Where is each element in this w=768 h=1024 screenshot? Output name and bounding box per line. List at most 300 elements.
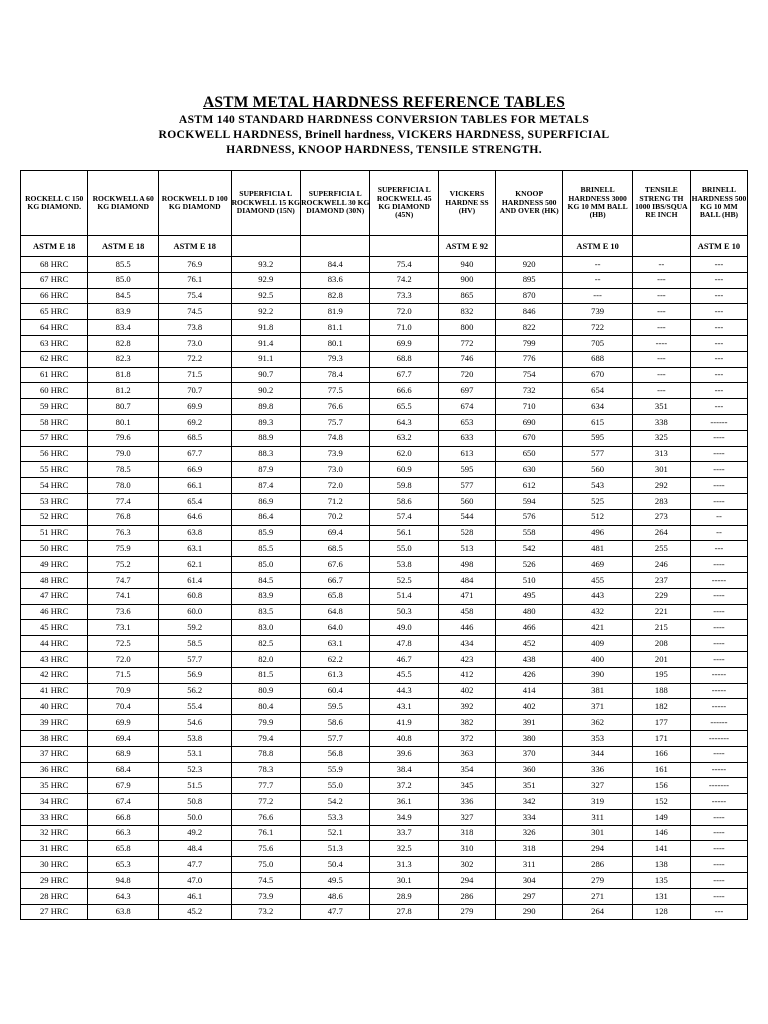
- table-cell: ----: [690, 873, 747, 889]
- table-cell: 79.3: [301, 351, 370, 367]
- table-cell: 423: [438, 651, 495, 667]
- table-cell: ---: [632, 320, 690, 336]
- table-cell: 560: [563, 462, 632, 478]
- table-cell: 345: [438, 778, 495, 794]
- table-row: [21, 904, 748, 920]
- table-cell: 80.1: [88, 414, 159, 430]
- table-cell: 67.6: [301, 557, 370, 573]
- table-cell: 43.1: [370, 699, 438, 715]
- table-cell: 49.0: [370, 620, 438, 636]
- standard-cell: ASTM E 10: [690, 236, 747, 257]
- table-cell: 51 HRC: [21, 525, 88, 541]
- table-cell: 66 HRC: [21, 288, 88, 304]
- table-cell: 65.8: [88, 841, 159, 857]
- table-cell: 286: [438, 888, 495, 904]
- table-cell: -----: [690, 683, 747, 699]
- table-cell: ----: [690, 604, 747, 620]
- table-cell: 81.1: [301, 320, 370, 336]
- table-cell: 39 HRC: [21, 715, 88, 731]
- table-cell: 360: [495, 762, 562, 778]
- table-cell: 670: [495, 430, 562, 446]
- table-row: [21, 351, 748, 367]
- table-cell: 67 HRC: [21, 272, 88, 288]
- table-cell: 920: [495, 257, 562, 273]
- column-header: VICKERS HARDNE SS (HV): [438, 171, 495, 236]
- table-cell: 634: [563, 399, 632, 415]
- table-cell: 31.3: [370, 857, 438, 873]
- table-cell: 560: [438, 493, 495, 509]
- table-cell: 45.5: [370, 667, 438, 683]
- table-cell: 452: [495, 636, 562, 652]
- table-cell: ------: [690, 414, 747, 430]
- table-cell: 390: [563, 667, 632, 683]
- table-cell: 47.8: [370, 636, 438, 652]
- table-cell: 832: [438, 304, 495, 320]
- table-cell: 85.0: [88, 272, 159, 288]
- table-cell: 85.5: [88, 257, 159, 273]
- table-cell: 615: [563, 414, 632, 430]
- table-cell: 380: [495, 730, 562, 746]
- table-cell: 576: [495, 509, 562, 525]
- table-cell: 67.7: [158, 446, 231, 462]
- table-cell: 64.3: [88, 888, 159, 904]
- standard-cell: ASTM E 92: [438, 236, 495, 257]
- table-cell: 414: [495, 683, 562, 699]
- table-cell: 39.6: [370, 746, 438, 762]
- table-cell: 36.1: [370, 794, 438, 810]
- table-cell: 612: [495, 478, 562, 494]
- table-cell: 84.5: [88, 288, 159, 304]
- table-cell: 82.5: [231, 636, 300, 652]
- table-cell: ----: [690, 478, 747, 494]
- table-cell: 89.8: [231, 399, 300, 415]
- table-cell: 73.1: [88, 620, 159, 636]
- table-cell: 484: [438, 572, 495, 588]
- table-row: [21, 588, 748, 604]
- table-cell: 594: [495, 493, 562, 509]
- table-cell: 544: [438, 509, 495, 525]
- table-cell: 61.3: [301, 667, 370, 683]
- table-cell: 90.7: [231, 367, 300, 383]
- column-header: SUPERFICIA L ROCKWELL 30 KG DIAMOND (30N): [301, 171, 370, 236]
- column-header: SUPERFICIA L ROCKWELL 45 KG DIAMOND (45N): [370, 171, 438, 236]
- table-cell: 50.3: [370, 604, 438, 620]
- table-cell: ---: [632, 304, 690, 320]
- table-cell: 71.5: [158, 367, 231, 383]
- table-cell: 255: [632, 541, 690, 557]
- table-cell: 900: [438, 272, 495, 288]
- table-cell: 48.4: [158, 841, 231, 857]
- table-cell: 141: [632, 841, 690, 857]
- table-cell: 58.5: [158, 636, 231, 652]
- table-cell: 670: [563, 367, 632, 383]
- table-cell: 52.1: [301, 825, 370, 841]
- table-cell: 75.4: [370, 257, 438, 273]
- table-cell: 342: [495, 794, 562, 810]
- table-cell: ----: [690, 746, 747, 762]
- table-cell: 93.2: [231, 257, 300, 273]
- table-cell: 37 HRC: [21, 746, 88, 762]
- table-cell: 53.8: [158, 730, 231, 746]
- column-header: ROCKWELL A 60 KG DIAMOND: [88, 171, 159, 236]
- table-cell: 65.8: [301, 588, 370, 604]
- table-cell: 58.6: [370, 493, 438, 509]
- table-cell: 66.7: [301, 572, 370, 588]
- table-cell: 391: [495, 715, 562, 731]
- table-cell: 558: [495, 525, 562, 541]
- table-row: [21, 572, 748, 588]
- table-cell: 65.5: [370, 399, 438, 415]
- table-cell: 76.9: [158, 257, 231, 273]
- table-cell: 70.4: [88, 699, 159, 715]
- table-cell: 89.3: [231, 414, 300, 430]
- table-cell: 92.2: [231, 304, 300, 320]
- table-cell: 171: [632, 730, 690, 746]
- table-row: [21, 636, 748, 652]
- table-cell: 78.5: [88, 462, 159, 478]
- table-cell: ---: [632, 351, 690, 367]
- table-cell: 77.7: [231, 778, 300, 794]
- table-cell: ---: [690, 288, 747, 304]
- table-cell: 65.3: [88, 857, 159, 873]
- table-cell: 279: [438, 904, 495, 920]
- table-cell: 80.9: [231, 683, 300, 699]
- standard-cell: [231, 236, 300, 257]
- table-cell: 53.3: [301, 809, 370, 825]
- table-cell: 215: [632, 620, 690, 636]
- table-cell: 33.7: [370, 825, 438, 841]
- document-title: ASTM METAL HARDNESS REFERENCE TABLES: [202, 94, 566, 111]
- table-cell: 85.5: [231, 541, 300, 557]
- table-cell: 353: [563, 730, 632, 746]
- table-cell: 543: [563, 478, 632, 494]
- table-cell: 82.8: [88, 335, 159, 351]
- table-cell: 195: [632, 667, 690, 683]
- table-cell: 74.2: [370, 272, 438, 288]
- table-cell: 371: [563, 699, 632, 715]
- table-cell: 70.2: [301, 509, 370, 525]
- table-cell: 800: [438, 320, 495, 336]
- table-row: [21, 557, 748, 573]
- table-row: [21, 667, 748, 683]
- table-cell: 64.6: [158, 509, 231, 525]
- table-cell: 77.2: [231, 794, 300, 810]
- table-cell: 66.3: [88, 825, 159, 841]
- table-cell: ---: [632, 288, 690, 304]
- table-cell: 73.9: [231, 888, 300, 904]
- table-cell: 318: [438, 825, 495, 841]
- table-cell: 44 HRC: [21, 636, 88, 652]
- table-cell: 229: [632, 588, 690, 604]
- table-row: [21, 399, 748, 415]
- table-cell: 68.4: [88, 762, 159, 778]
- table-cell: 76.3: [88, 525, 159, 541]
- table-cell: 325: [632, 430, 690, 446]
- table-cell: 48 HRC: [21, 572, 88, 588]
- table-cell: 35 HRC: [21, 778, 88, 794]
- table-cell: 146: [632, 825, 690, 841]
- table-row: [21, 493, 748, 509]
- table-cell: 344: [563, 746, 632, 762]
- table-cell: 372: [438, 730, 495, 746]
- table-cell: 409: [563, 636, 632, 652]
- table-cell: 68 HRC: [21, 257, 88, 273]
- table-cell: 56.2: [158, 683, 231, 699]
- table-cell: 83.0: [231, 620, 300, 636]
- table-cell: ---: [690, 304, 747, 320]
- table-cell: 697: [438, 383, 495, 399]
- table-cell: 650: [495, 446, 562, 462]
- table-cell: 940: [438, 257, 495, 273]
- table-cell: 68.8: [370, 351, 438, 367]
- table-cell: 480: [495, 604, 562, 620]
- table-row: [21, 888, 748, 904]
- table-cell: ---: [690, 383, 747, 399]
- table-cell: 542: [495, 541, 562, 557]
- table-cell: ---: [632, 367, 690, 383]
- table-cell: 66.6: [370, 383, 438, 399]
- table-cell: 79.4: [231, 730, 300, 746]
- table-cell: 79.9: [231, 715, 300, 731]
- table-cell: 79.6: [88, 430, 159, 446]
- table-cell: 72.5: [88, 636, 159, 652]
- table-cell: 149: [632, 809, 690, 825]
- table-cell: 51.5: [158, 778, 231, 794]
- table-row: [21, 746, 748, 762]
- table-cell: 75.2: [88, 557, 159, 573]
- table-cell: 392: [438, 699, 495, 715]
- table-cell: 72.0: [88, 651, 159, 667]
- table-cell: 75.9: [88, 541, 159, 557]
- table-cell: 83.6: [301, 272, 370, 288]
- table-cell: 720: [438, 367, 495, 383]
- table-cell: 59.5: [301, 699, 370, 715]
- table-cell: 310: [438, 841, 495, 857]
- table-cell: 68.5: [301, 541, 370, 557]
- column-header: ROCKWELL D 100 KG DIAMOND: [158, 171, 231, 236]
- table-cell: 458: [438, 604, 495, 620]
- table-cell: 51.3: [301, 841, 370, 857]
- table-row: [21, 367, 748, 383]
- table-cell: 69.9: [158, 399, 231, 415]
- table-row: [21, 335, 748, 351]
- table-cell: 29 HRC: [21, 873, 88, 889]
- table-cell: 68.9: [88, 746, 159, 762]
- table-cell: 577: [563, 446, 632, 462]
- table-cell: 60.0: [158, 604, 231, 620]
- table-row: [21, 604, 748, 620]
- table-row: [21, 383, 748, 399]
- table-cell: 71.5: [88, 667, 159, 683]
- table-cell: 90.2: [231, 383, 300, 399]
- table-cell: 722: [563, 320, 632, 336]
- table-cell: ---: [690, 320, 747, 336]
- table-cell: 45 HRC: [21, 620, 88, 636]
- table-cell: 73.2: [231, 904, 300, 920]
- table-cell: 318: [495, 841, 562, 857]
- table-cell: 71.2: [301, 493, 370, 509]
- table-cell: 69.2: [158, 414, 231, 430]
- table-cell: 382: [438, 715, 495, 731]
- table-cell: 76.6: [231, 809, 300, 825]
- table-cell: 74.8: [301, 430, 370, 446]
- table-cell: ----: [690, 809, 747, 825]
- table-cell: ----: [690, 888, 747, 904]
- table-cell: 304: [495, 873, 562, 889]
- table-row: [21, 272, 748, 288]
- table-cell: 78.4: [301, 367, 370, 383]
- table-cell: 31 HRC: [21, 841, 88, 857]
- table-cell: 286: [563, 857, 632, 873]
- table-cell: 73.8: [158, 320, 231, 336]
- table-cell: 613: [438, 446, 495, 462]
- table-cell: 78.0: [88, 478, 159, 494]
- table-cell: ----: [690, 430, 747, 446]
- table-cell: 85.0: [231, 557, 300, 573]
- table-cell: ----: [690, 825, 747, 841]
- table-cell: 302: [438, 857, 495, 873]
- table-cell: 895: [495, 272, 562, 288]
- table-cell: 85.9: [231, 525, 300, 541]
- table-cell: 443: [563, 588, 632, 604]
- table-cell: 77.4: [88, 493, 159, 509]
- table-cell: 63.1: [158, 541, 231, 557]
- table-row: [21, 541, 748, 557]
- table-row: [21, 620, 748, 636]
- column-header: KNOOP HARDNESS 500 AND OVER (HK): [495, 171, 562, 236]
- table-cell: 271: [563, 888, 632, 904]
- table-cell: 466: [495, 620, 562, 636]
- table-cell: 674: [438, 399, 495, 415]
- table-row: [21, 651, 748, 667]
- table-row: [21, 825, 748, 841]
- table-cell: 73.0: [301, 462, 370, 478]
- table-cell: 67.7: [370, 367, 438, 383]
- table-cell: 32.5: [370, 841, 438, 857]
- table-cell: ---: [690, 399, 747, 415]
- table-cell: ----: [690, 588, 747, 604]
- table-cell: 421: [563, 620, 632, 636]
- table-cell: 33 HRC: [21, 809, 88, 825]
- table-cell: 50 HRC: [21, 541, 88, 557]
- table-cell: 402: [438, 683, 495, 699]
- table-cell: 469: [563, 557, 632, 573]
- table-cell: 455: [563, 572, 632, 588]
- table-cell: 87.9: [231, 462, 300, 478]
- table-cell: 70.9: [88, 683, 159, 699]
- table-cell: ---: [632, 272, 690, 288]
- table-cell: ----: [690, 557, 747, 573]
- table-cell: 60 HRC: [21, 383, 88, 399]
- table-cell: 283: [632, 493, 690, 509]
- table-cell: 63.2: [370, 430, 438, 446]
- table-cell: 41.9: [370, 715, 438, 731]
- hardness-conversion-table: [20, 170, 748, 920]
- table-cell: 56.9: [158, 667, 231, 683]
- table-cell: 264: [632, 525, 690, 541]
- table-cell: 188: [632, 683, 690, 699]
- table-cell: 688: [563, 351, 632, 367]
- table-cell: 54 HRC: [21, 478, 88, 494]
- table-cell: 311: [563, 809, 632, 825]
- table-cell: --: [690, 509, 747, 525]
- table-cell: 36 HRC: [21, 762, 88, 778]
- table-cell: 81.5: [231, 667, 300, 683]
- table-cell: 76.8: [88, 509, 159, 525]
- table-row: [21, 525, 748, 541]
- column-header: BRINELL HARDNESS 3000 KG 10 MM BALL (HB): [563, 171, 632, 236]
- table-cell: 80.1: [301, 335, 370, 351]
- table-cell: 705: [563, 335, 632, 351]
- table-cell: 152: [632, 794, 690, 810]
- table-cell: 82.3: [88, 351, 159, 367]
- table-cell: 83.9: [231, 588, 300, 604]
- table-cell: 88.3: [231, 446, 300, 462]
- table-cell: 50.0: [158, 809, 231, 825]
- table-cell: 246: [632, 557, 690, 573]
- table-cell: 865: [438, 288, 495, 304]
- table-cell: 55.0: [370, 541, 438, 557]
- table-cell: 528: [438, 525, 495, 541]
- table-cell: 48.6: [301, 888, 370, 904]
- table-cell: 56 HRC: [21, 446, 88, 462]
- table-cell: 72.0: [370, 304, 438, 320]
- table-cell: 64.3: [370, 414, 438, 430]
- table-cell: 71.0: [370, 320, 438, 336]
- table-cell: 66.8: [88, 809, 159, 825]
- table-cell: 326: [495, 825, 562, 841]
- table-cell: 88.9: [231, 430, 300, 446]
- subtitle-line-3: HARDNESS, KNOOP HARDNESS, TENSILE STRENGTH.: [226, 143, 542, 156]
- table-cell: 498: [438, 557, 495, 573]
- table-row: [21, 857, 748, 873]
- table-cell: 577: [438, 478, 495, 494]
- table-row: [21, 257, 748, 273]
- table-cell: 156: [632, 778, 690, 794]
- table-cell: 37.2: [370, 778, 438, 794]
- table-row: [21, 430, 748, 446]
- table-cell: 74.5: [231, 873, 300, 889]
- table-cell: 69.9: [370, 335, 438, 351]
- table-cell: 87.4: [231, 478, 300, 494]
- table-cell: 55.0: [301, 778, 370, 794]
- table-cell: 82.8: [301, 288, 370, 304]
- table-row: [21, 778, 748, 794]
- table-cell: 279: [563, 873, 632, 889]
- table-row: [21, 446, 748, 462]
- table-cell: 446: [438, 620, 495, 636]
- standard-cell: [370, 236, 438, 257]
- table-cell: 46 HRC: [21, 604, 88, 620]
- table-cell: 496: [563, 525, 632, 541]
- table-cell: ---: [690, 904, 747, 920]
- standard-cell: ASTM E 18: [158, 236, 231, 257]
- table-cell: 363: [438, 746, 495, 762]
- table-cell: -------: [690, 778, 747, 794]
- table-cell: 432: [563, 604, 632, 620]
- table-cell: 56.1: [370, 525, 438, 541]
- table-cell: 311: [495, 857, 562, 873]
- table-cell: 82.0: [231, 651, 300, 667]
- table-cell: 400: [563, 651, 632, 667]
- table-cell: 76.1: [158, 272, 231, 288]
- table-cell: 654: [563, 383, 632, 399]
- table-cell: 50.8: [158, 794, 231, 810]
- table-cell: 62 HRC: [21, 351, 88, 367]
- table-cell: 56.8: [301, 746, 370, 762]
- table-cell: 297: [495, 888, 562, 904]
- table-cell: 208: [632, 636, 690, 652]
